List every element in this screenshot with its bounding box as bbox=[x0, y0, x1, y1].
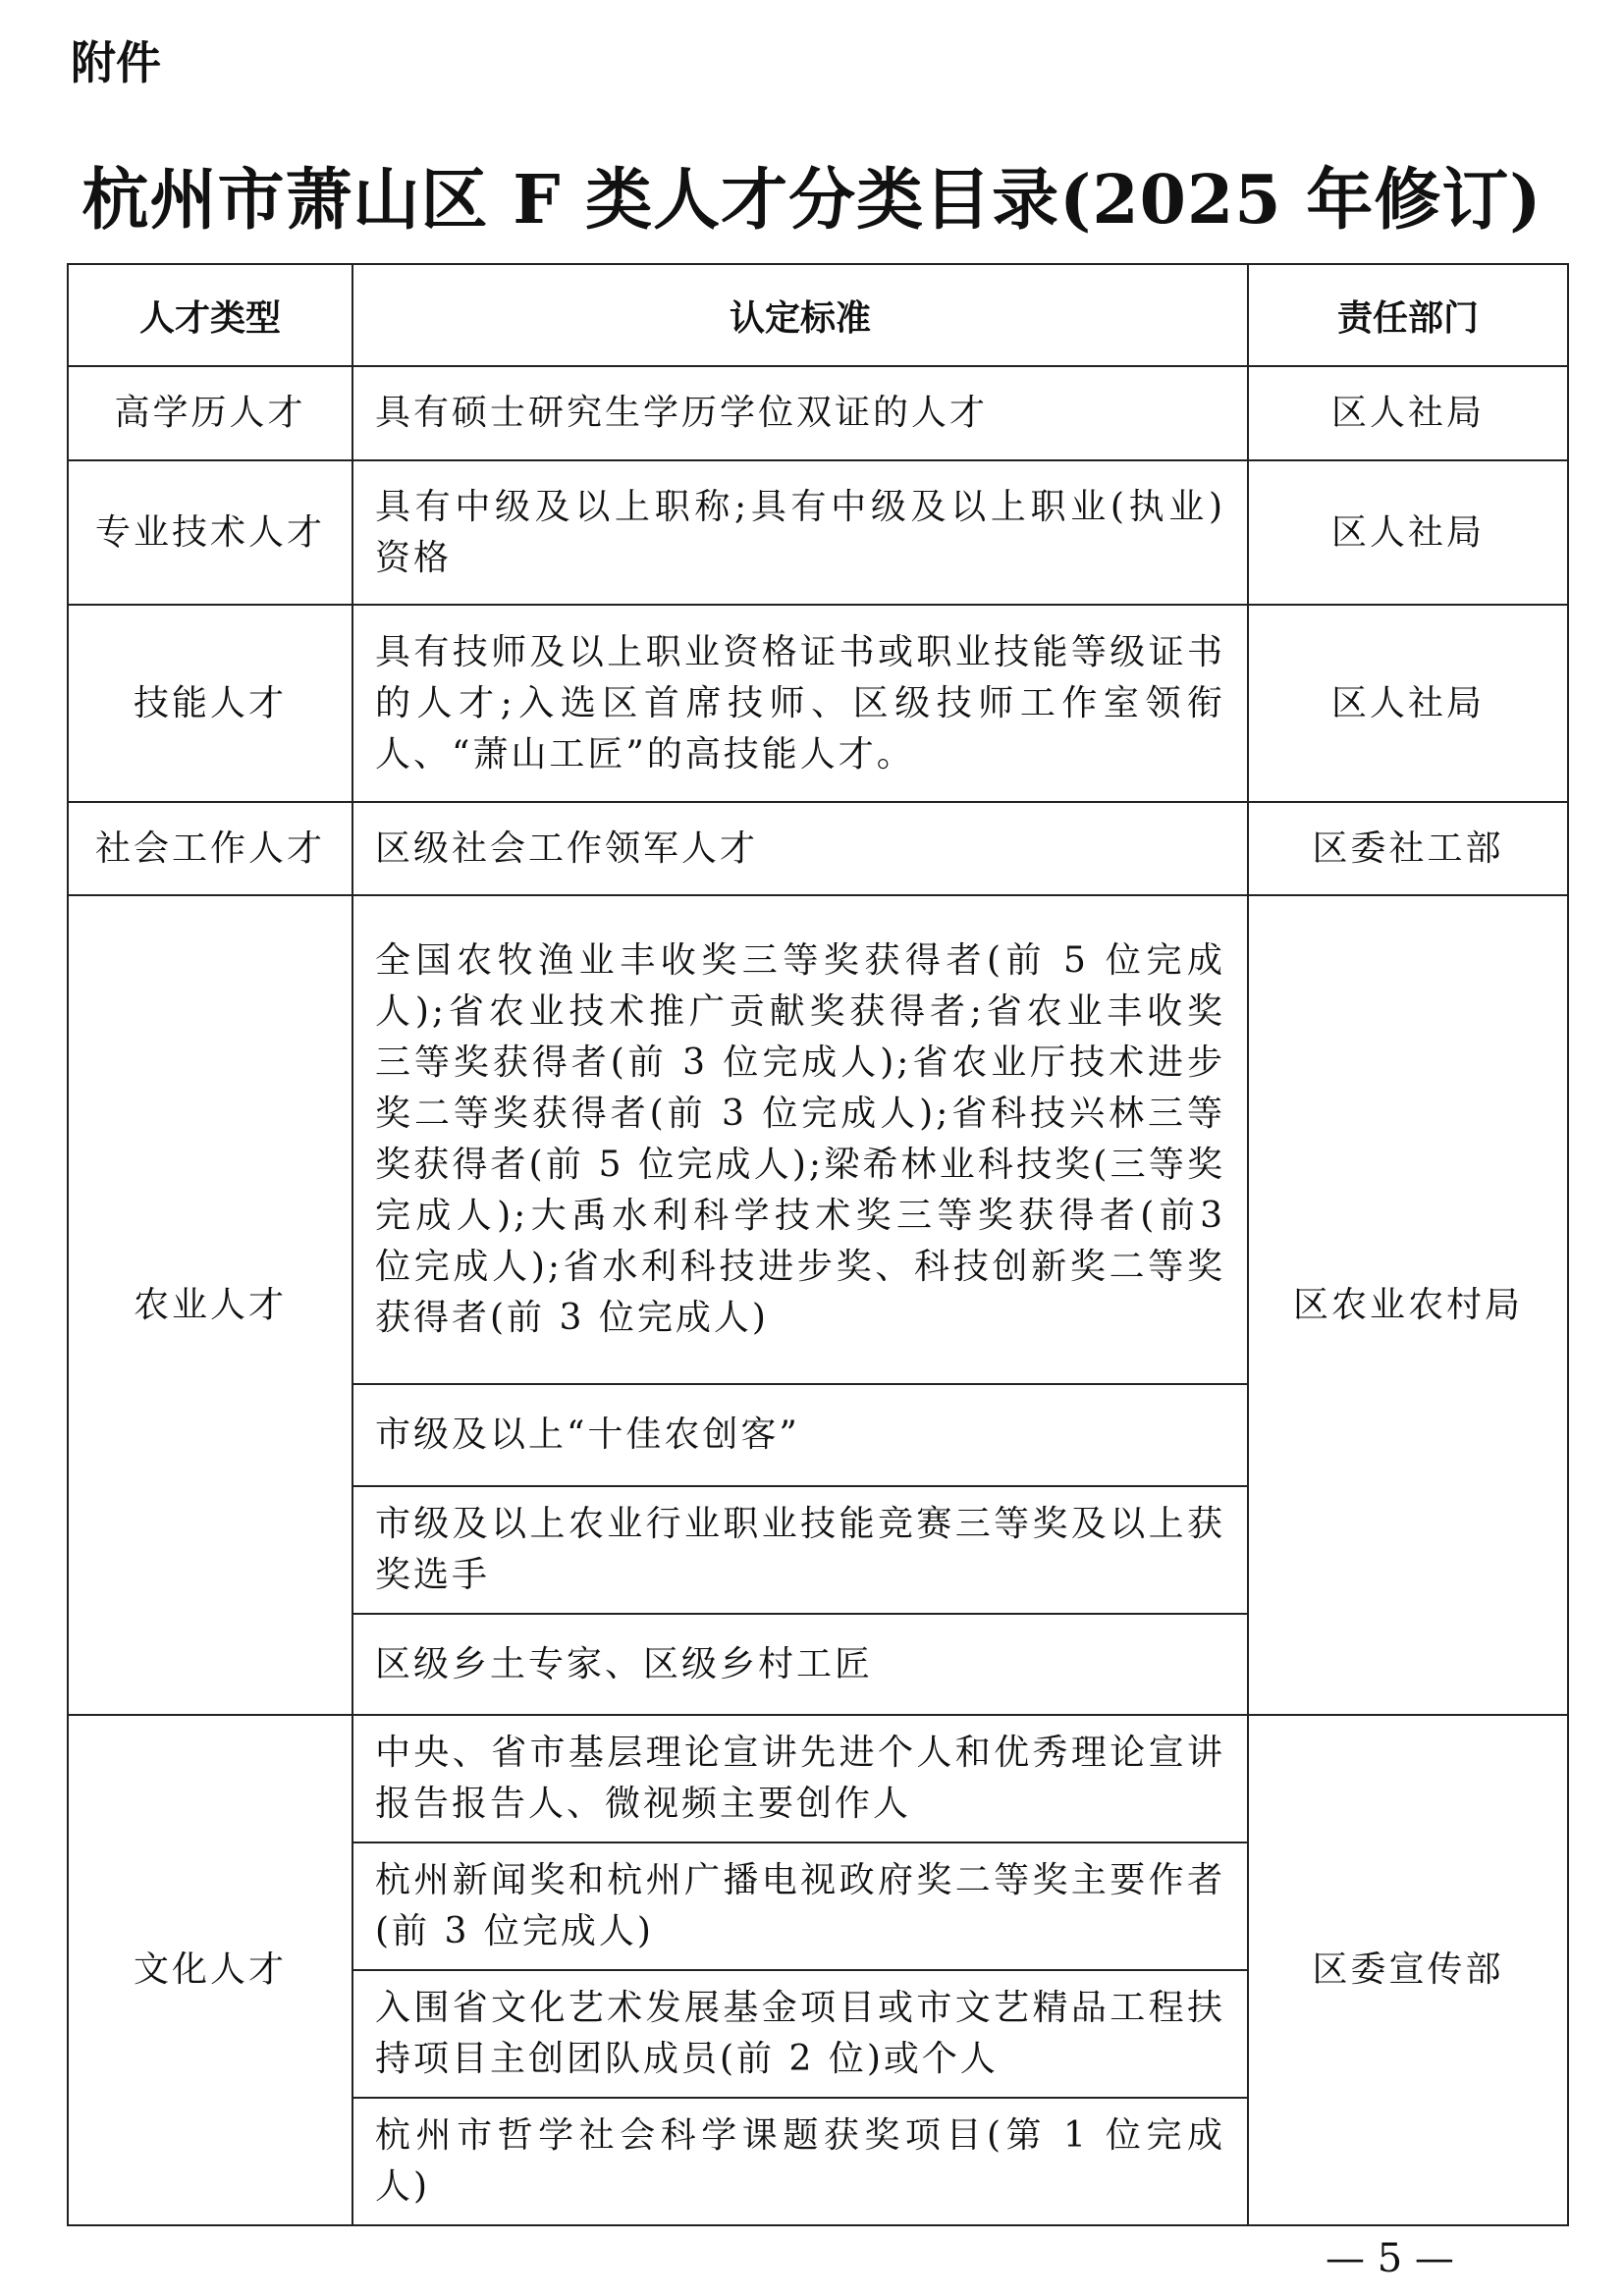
column-header-dept: 责任部门 bbox=[1248, 264, 1568, 366]
department-cell: 区人社局 bbox=[1248, 605, 1568, 802]
talent-type-cell: 高学历人才 bbox=[68, 366, 352, 460]
criteria-cell: 全国农牧渔业丰收奖三等奖获得者(前 5 位完成人);省农业技术推广贡献奖获得者;省农业丰收奖三等奖获得者(前 3 位完成人);省农业厅技术进步奖二等奖获得者(前 3 位完成人);省科技兴林三等奖获得者(前 5 位完成人);梁希林业科技奖(三等奖完成人);大禹水利科学技术奖三等奖获得者(前3 位完成人);省水利科技进步奖、科技创新奖二等奖获得者(前 3 位完成人) bbox=[352, 895, 1248, 1384]
page-number: — 5 — bbox=[1326, 2236, 1454, 2281]
criteria-cell: 中央、省市基层理论宣讲先进个人和优秀理论宣讲报告报告人、微视频主要创作人 bbox=[352, 1715, 1248, 1842]
criteria-cell: 市级及以上“十佳农创客” bbox=[352, 1384, 1248, 1486]
column-header-criteria: 认定标准 bbox=[352, 264, 1248, 366]
criteria-cell: 具有中级及以上职称;具有中级及以上职业(执业)资格 bbox=[352, 460, 1248, 605]
criteria-cell: 市级及以上农业行业职业技能竞赛三等奖及以上获奖选手 bbox=[352, 1486, 1248, 1614]
criteria-cell: 杭州新闻奖和杭州广播电视政府奖二等奖主要作者(前 3 位完成人) bbox=[352, 1842, 1248, 1970]
criteria-cell: 杭州市哲学社会科学课题获奖项目(第 1 位完成人) bbox=[352, 2098, 1248, 2225]
criteria-cell: 入围省文化艺术发展基金项目或市文艺精品工程扶持项目主创团队成员(前 2 位)或个人 bbox=[352, 1970, 1248, 2098]
table-header-row bbox=[68, 264, 1568, 366]
criteria-cell: 具有技师及以上职业资格证书或职业技能等级证书的人才;入选区首席技师、区级技师工作室领衔人、“萧山工匠”的高技能人才。 bbox=[352, 605, 1248, 802]
talent-type-cell: 文化人才 bbox=[68, 1715, 352, 2225]
table-row bbox=[68, 1715, 1568, 1842]
department-cell: 区委宣传部 bbox=[1248, 1715, 1568, 2225]
talent-type-cell: 专业技术人才 bbox=[68, 460, 352, 605]
criteria-cell: 具有硕士研究生学历学位双证的人才 bbox=[352, 366, 1248, 460]
attachment-label: 附件 bbox=[71, 36, 161, 89]
department-cell: 区委社工部 bbox=[1248, 802, 1568, 895]
talent-catalog-table bbox=[67, 263, 1569, 2226]
table-row bbox=[68, 802, 1568, 895]
criteria-cell: 区级社会工作领军人才 bbox=[352, 802, 1248, 895]
table-row bbox=[68, 460, 1568, 605]
table-row bbox=[68, 366, 1568, 460]
table-row bbox=[68, 605, 1568, 802]
department-cell: 区人社局 bbox=[1248, 366, 1568, 460]
table-row bbox=[68, 895, 1568, 1384]
department-cell: 区农业农村局 bbox=[1248, 895, 1568, 1715]
talent-type-cell: 技能人才 bbox=[68, 605, 352, 802]
talent-type-cell: 农业人才 bbox=[68, 895, 352, 1715]
page-title: 杭州市萧山区 F 类人才分类目录(2025 年修订) bbox=[81, 161, 1543, 240]
criteria-cell: 区级乡土专家、区级乡村工匠 bbox=[352, 1614, 1248, 1715]
talent-type-cell: 社会工作人才 bbox=[68, 802, 352, 895]
department-cell: 区人社局 bbox=[1248, 460, 1568, 605]
column-header-type: 人才类型 bbox=[68, 264, 352, 366]
